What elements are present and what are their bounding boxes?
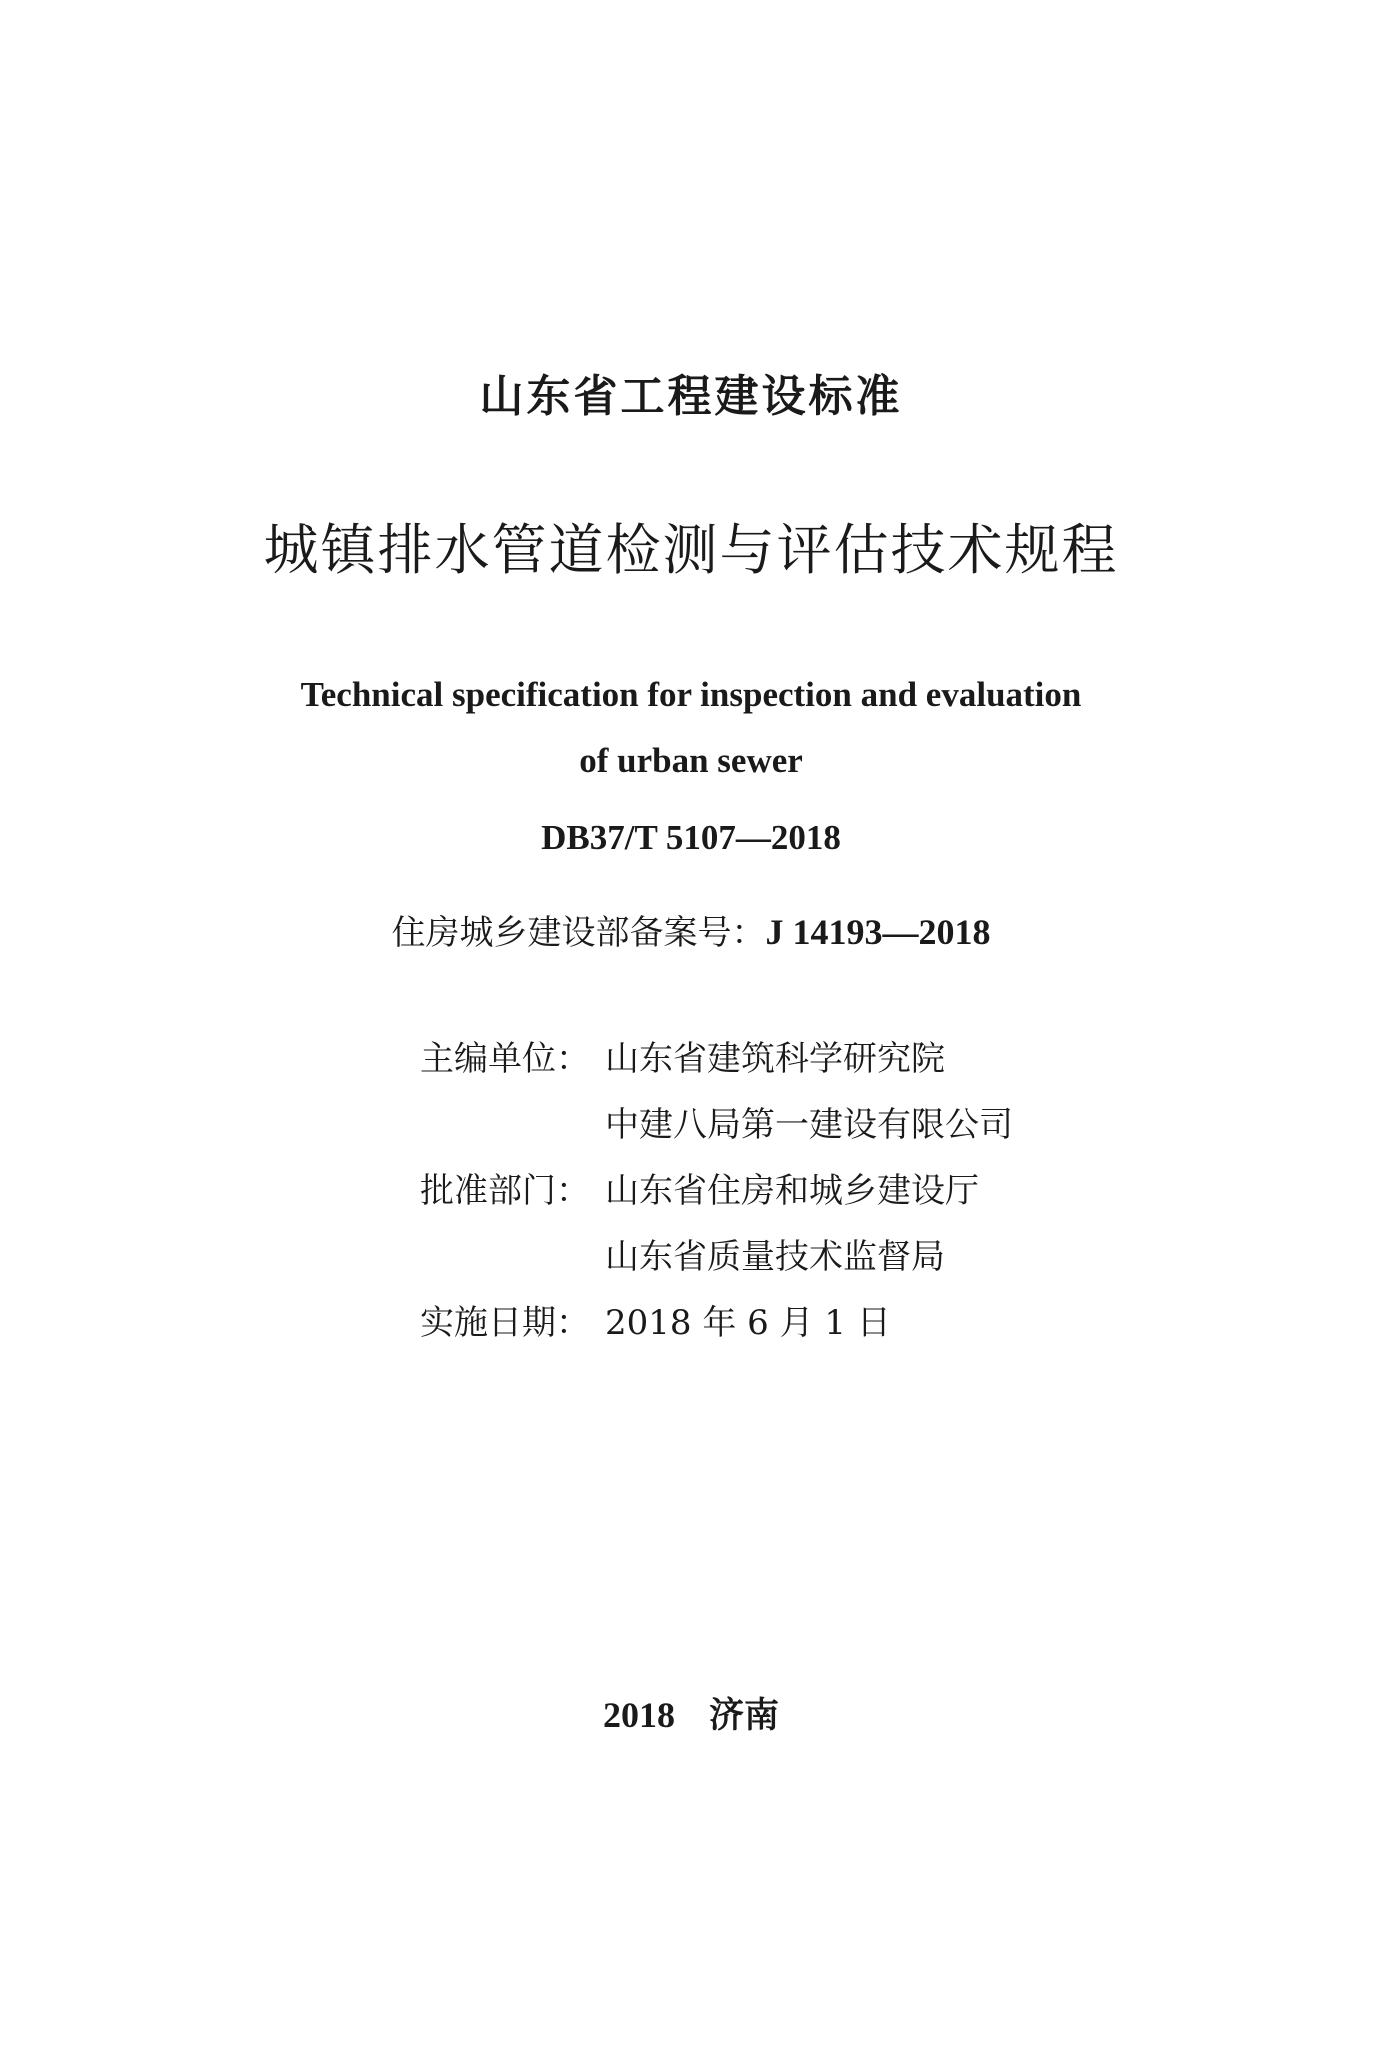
effective-date: 2018 年 6 月 1 日	[605, 1303, 891, 1343]
standard-code: DB37/T 5107—2018	[541, 818, 841, 857]
date-row	[420, 1290, 1013, 1356]
publication-footer	[0, 1688, 1382, 1738]
footer-city: 济南	[708, 1695, 779, 1736]
approver-dept-1: 山东省住房和城乡建设厅	[605, 1171, 979, 1211]
english-title	[0, 662, 1382, 794]
english-title-line-1: Technical specification for inspection and evaluation	[300, 675, 1082, 714]
record-label: 住房城乡建设部备案号：	[391, 913, 766, 953]
editor-label: 主编单位：	[420, 1039, 590, 1079]
english-title-line-2: of urban sewer	[579, 741, 803, 780]
publication-info	[420, 1026, 1013, 1356]
date-label: 实施日期：	[420, 1303, 590, 1343]
approver-label: 批准部门：	[420, 1171, 590, 1211]
editor-unit-1: 山东省建筑科学研究院	[605, 1039, 945, 1079]
editor-unit-2: 中建八局第一建设有限公司	[605, 1105, 1013, 1145]
chinese-title: 城镇排水管道检测与评估技术规程	[263, 518, 1119, 582]
approver-row	[420, 1158, 1013, 1224]
record-number	[0, 905, 1382, 954]
approver-dept-2: 山东省质量技术监督局	[605, 1237, 945, 1277]
record-value: J 14193—2018	[765, 912, 991, 952]
footer-year: 2018	[602, 1695, 675, 1735]
editor-row	[420, 1026, 1013, 1092]
series-title: 山东省工程建设标准	[479, 371, 903, 422]
editor-row-2	[420, 1092, 1013, 1158]
approver-row-2	[420, 1224, 1013, 1290]
